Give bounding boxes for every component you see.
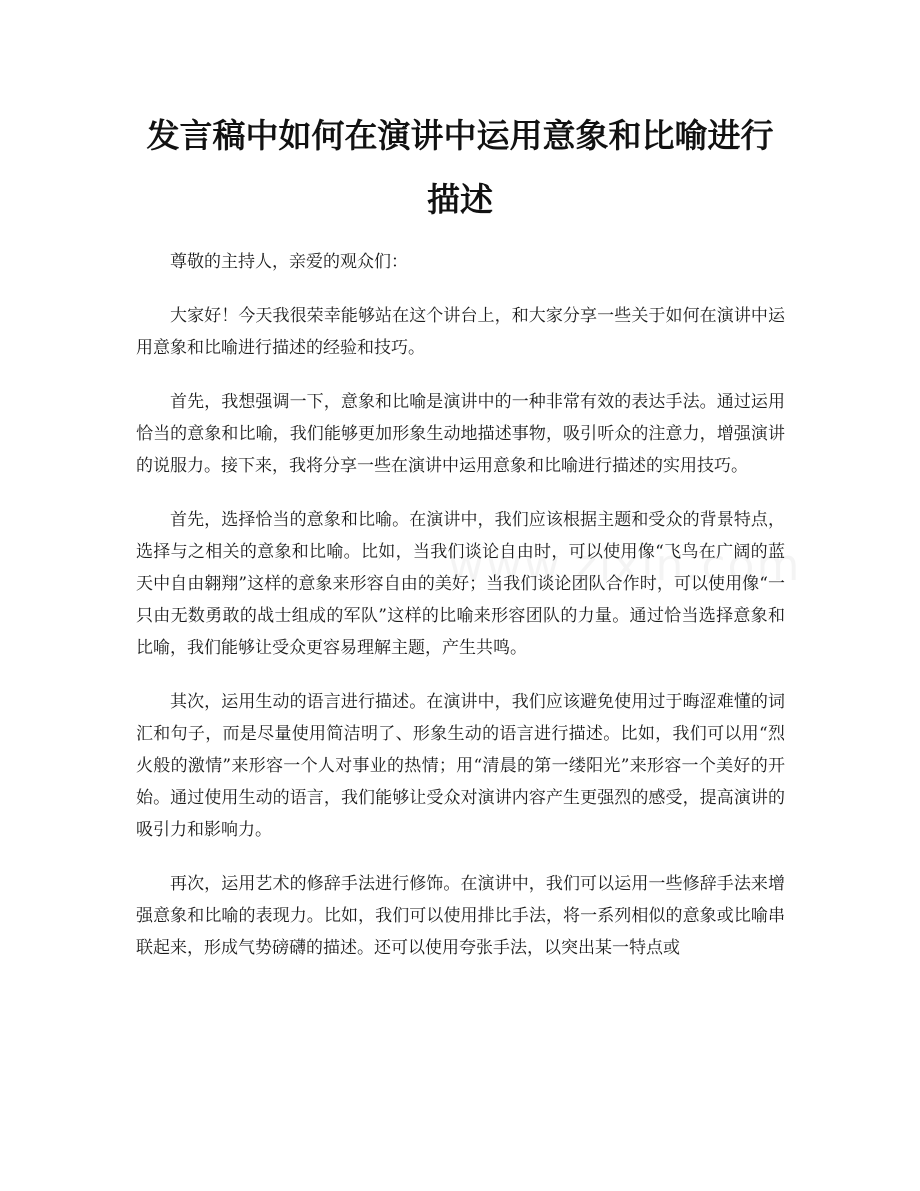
paragraph-salutation: 尊敬的主持人，亲爱的观众们：: [170, 252, 408, 272]
paragraph-intro: 首先，我想强调一下，意象和比喻是演讲中的一种非常有效的表达手法。通过运用恰当的意象和比喻，我们能够更加形象生动地描述事物，吸引听众的注意力，增强演讲的说服力。接下来，我将分享一些在演讲中运用意象和比喻进行描述的实用技巧。: [136, 392, 785, 476]
document-title: 发言稿中如何在演讲中运用意象和比喻进行描述: [146, 116, 774, 219]
paragraph-greeting: 大家好！今天我很荣幸能够站在这个讲台上，和大家分享一些关于如何在演讲中运用意象和比喻进行描述的经验和技巧。: [136, 306, 785, 358]
paragraph-first-tip: 首先，选择恰当的意象和比喻。在演讲中，我们应该根据主题和受众的背景特点，选择与之相关的意象和比喻。比如，当我们谈论自由时，可以使用像“飞鸟在广阔的蓝天中自由翱翔”这样的意象来形容自由的美好；当我们谈论团队合作时，可以使用像“一只由无数勇敢的战士组成的军队”这样的比喻来形容团队的力量。通过恰当选择意象和比喻，我们能够让受众更容易理解主题，产生共鸣。: [136, 510, 785, 658]
paragraph-third-tip: 再次，运用艺术的修辞手法进行修饰。在演讲中，我们可以运用一些修辞手法来增强意象和比喻的表现力。比如，我们可以使用排比手法，将一系列相似的意象或比喻串联起来，形成气势磅礴的描述。还可以使用夸张手法，以突出某一特点或: [136, 874, 785, 958]
paragraph-second-tip: 其次，运用生动的语言进行描述。在演讲中，我们应该避免使用过于晦涩难懂的词汇和句子，而是尽量使用简洁明了、形象生动的语言进行描述。比如，我们可以用“烈火般的激情”来形容一个人对事业的热情；用“清晨的第一缕阳光”来形容一个美好的开始。通过使用生动的语言，我们能够让受众对演讲内容产生更强烈的感受，提高演讲的吸引力和影响力。: [136, 692, 785, 840]
document-body: [136, 246, 785, 986]
